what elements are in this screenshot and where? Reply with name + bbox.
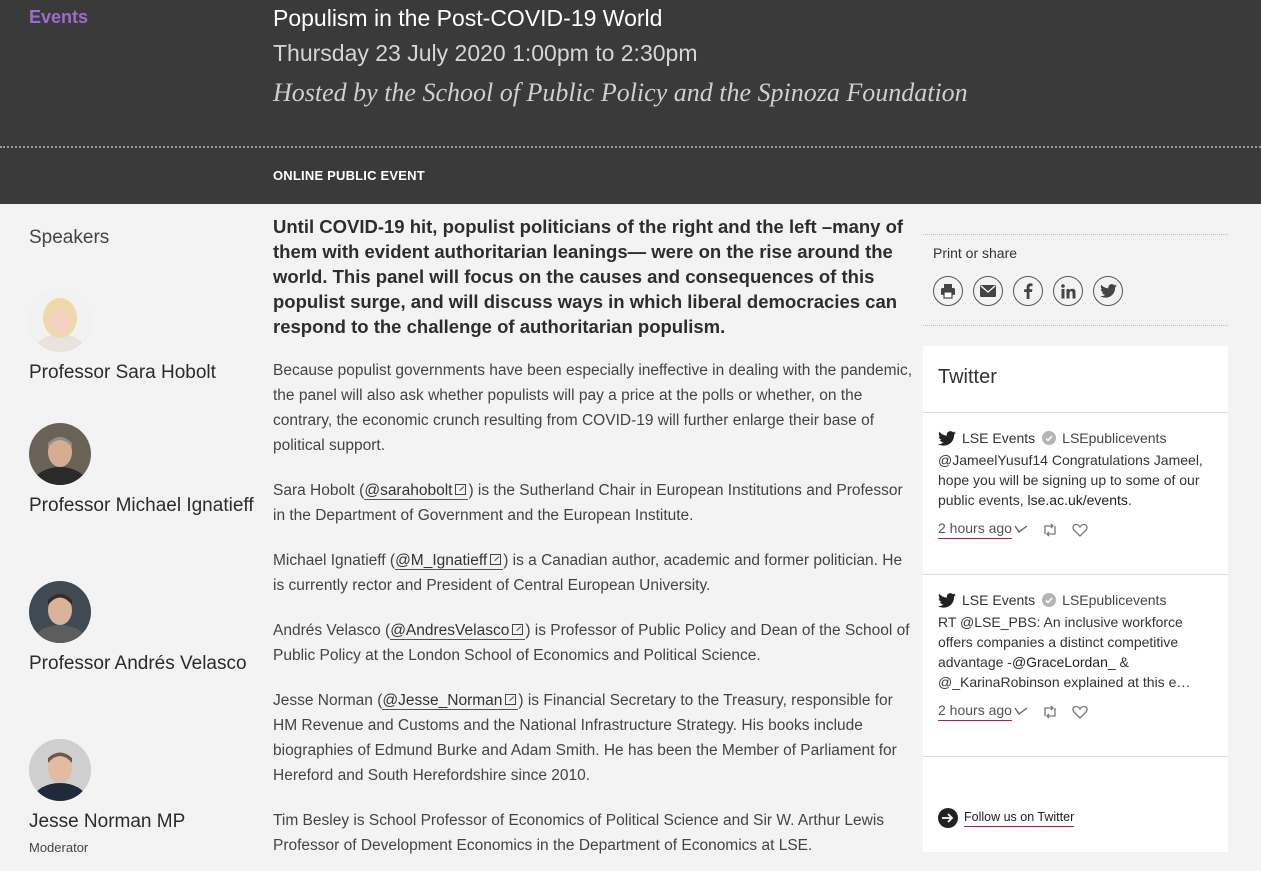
external-link-icon: [505, 694, 516, 705]
facebook-icon[interactable]: [1013, 276, 1043, 306]
print-icon[interactable]: [933, 276, 963, 306]
speaker-bio-besley: Tim Besley is School Professor of Economics of Political Science and Sir W. Arthur Lewis Professor of Development Economics in the Department of Economics at LSE.: [273, 812, 885, 854]
external-link-icon: [490, 554, 501, 565]
arrow-right-icon: [938, 808, 958, 828]
speaker-name[interactable]: Professor Sara Hobolt: [29, 362, 216, 383]
tweet-text: RT @LSE_PBS: An inclusive workforce offers companies a distinct competitive advantage -@GraceLordan_ & @_KarinaRobinson explained at this e…: [938, 614, 1191, 690]
avatar[interactable]: [29, 739, 91, 801]
speaker-name[interactable]: Professor Andrés Velasco: [29, 653, 247, 674]
tweet-meta: [938, 520, 1218, 539]
twitter-handle-link[interactable]: @M_Ignatieff: [395, 552, 503, 570]
bio-text: ) is Professor of Public Policy and Dean of the School of Public Policy at the London School of Economics and Political Science.: [273, 622, 910, 664]
twitter-feed: [923, 346, 1228, 852]
bio-text: ) is the Sutherland Chair in European Institutions and Professor in the Department of Government and the European Institute.: [273, 482, 903, 524]
twitter-handle-link[interactable]: @Jesse_Norman: [382, 692, 518, 710]
verified-icon: [1042, 431, 1056, 445]
like-icon[interactable]: [1072, 705, 1088, 719]
avatar[interactable]: [29, 581, 91, 643]
bio-text: Sara Hobolt (: [273, 482, 365, 499]
email-icon[interactable]: [973, 276, 1003, 306]
twitter-heading: Twitter: [938, 366, 997, 388]
bio-text: ) is Financial Secretary to the Treasury, responsible for HM Revenue and Customs and the National Infrastructure Strategy. His books include biographies of Edmund Burke and Adam Smith. He has been the Member of Parliament for Hereford and South Herefordshire since 2010.: [273, 692, 897, 784]
like-icon[interactable]: [1072, 523, 1088, 537]
event-header: [0, 0, 1261, 204]
twitter-icon[interactable]: [1093, 276, 1123, 306]
follow-label: Follow us on Twitter: [964, 810, 1074, 827]
tweet-text: @JameelYusuf14 Congratulations Jameel, hope you will be signing up to some of our public events, lse.ac.uk/events.: [938, 452, 1203, 508]
speaker-role: Moderator: [29, 840, 89, 855]
tweet-handle[interactable]: LSEpublicevents: [1062, 430, 1167, 446]
tweet-author[interactable]: LSE Events: [962, 430, 1036, 446]
expand-icon[interactable]: [1014, 525, 1028, 535]
twitter-handle-link[interactable]: @AndresVelasco: [390, 622, 525, 640]
avatar[interactable]: [29, 290, 91, 352]
tweet-author[interactable]: LSE Events: [962, 592, 1036, 608]
tweet: [938, 592, 1218, 721]
share-label: Print or share: [933, 245, 1018, 261]
share-panel: [923, 234, 1228, 326]
bio-text: ) is a Canadian author, academic and former politician. He is currently rector and President of Central European University.: [273, 552, 903, 594]
page-title: Populism in the Post-COVID-19 World: [273, 5, 663, 31]
speaker-card: [29, 581, 259, 676]
tweet-handle[interactable]: LSEpublicevents: [1062, 592, 1167, 608]
speaker-name[interactable]: Jesse Norman MP: [29, 811, 186, 832]
divider: [923, 412, 1228, 413]
speaker-bio-hobolt: [273, 478, 913, 528]
tweet-header: [938, 430, 1218, 446]
speaker-card: [29, 739, 259, 855]
event-host: Hosted by the School of Public Policy and the Spinoza Foundation: [273, 78, 968, 107]
twitter-bird-icon: [938, 593, 956, 608]
speakers-heading: Speakers: [29, 227, 110, 248]
header-divider: [0, 146, 1261, 148]
tweet-link[interactable]: lse.ac.uk/events: [1027, 492, 1128, 508]
linkedin-icon[interactable]: [1053, 276, 1083, 306]
event-datetime: Thursday 23 July 2020 1:00pm to 2:30pm: [273, 40, 698, 66]
external-link-icon: [455, 484, 466, 495]
tweet-mention[interactable]: RT @LSE_PBS:: [938, 614, 1041, 630]
speaker-card: [29, 290, 259, 385]
verified-icon: [1042, 593, 1056, 607]
events-link[interactable]: Events: [29, 7, 89, 27]
tweet-time[interactable]: 2 hours ago: [938, 520, 1012, 539]
tweet-mention[interactable]: @JameelYusuf14: [938, 452, 1048, 468]
speaker-name[interactable]: Professor Michael Ignatieff: [29, 495, 254, 516]
twitter-bird-icon: [938, 431, 956, 446]
tweet-link[interactable]: @GraceLordan_: [1011, 654, 1116, 670]
speaker-bio-norman: [273, 688, 913, 788]
bio-text: Michael Ignatieff (: [273, 552, 396, 569]
event-summary: Until COVID-19 hit, populist politicians of the right and the left –many of them with evident authoritarian leanings— were on the rise around the world. This panel will focus on the causes and consequences of this populist surge, and will discuss ways in which liberal democracies can respond to the challenge of authoritarian populism.: [273, 216, 904, 337]
divider: [923, 574, 1228, 575]
tweet-meta: [938, 702, 1218, 721]
twitter-handle-link[interactable]: @sarahobolt: [364, 482, 468, 500]
tweet: [938, 430, 1218, 539]
retweet-icon[interactable]: [1042, 523, 1058, 537]
avatar[interactable]: [29, 423, 91, 485]
external-link-icon: [512, 624, 523, 635]
bio-text: Jesse Norman (: [273, 692, 383, 709]
event-type-label: ONLINE PUBLIC EVENT: [273, 168, 425, 183]
description-paragraph: Because populist governments have been especially ineffective in dealing with the pandemic, the panel will also ask whether populists will pay a price at the polls or whether, on the contrary, the economic crunch resulting from COVID-19 will further enlarge their base of political support.: [273, 362, 913, 454]
follow-twitter-link[interactable]: [938, 808, 1074, 828]
divider: [923, 756, 1228, 757]
tweet-time[interactable]: 2 hours ago: [938, 702, 1012, 721]
tweet-header: [938, 592, 1218, 608]
bio-text: Andrés Velasco (: [273, 622, 391, 639]
speaker-bio-velasco: [273, 618, 913, 668]
speaker-card: [29, 423, 259, 518]
share-icons: [933, 276, 1123, 306]
expand-icon[interactable]: [1014, 707, 1028, 717]
speaker-bio-ignatieff: [273, 548, 913, 598]
retweet-icon[interactable]: [1042, 705, 1058, 719]
